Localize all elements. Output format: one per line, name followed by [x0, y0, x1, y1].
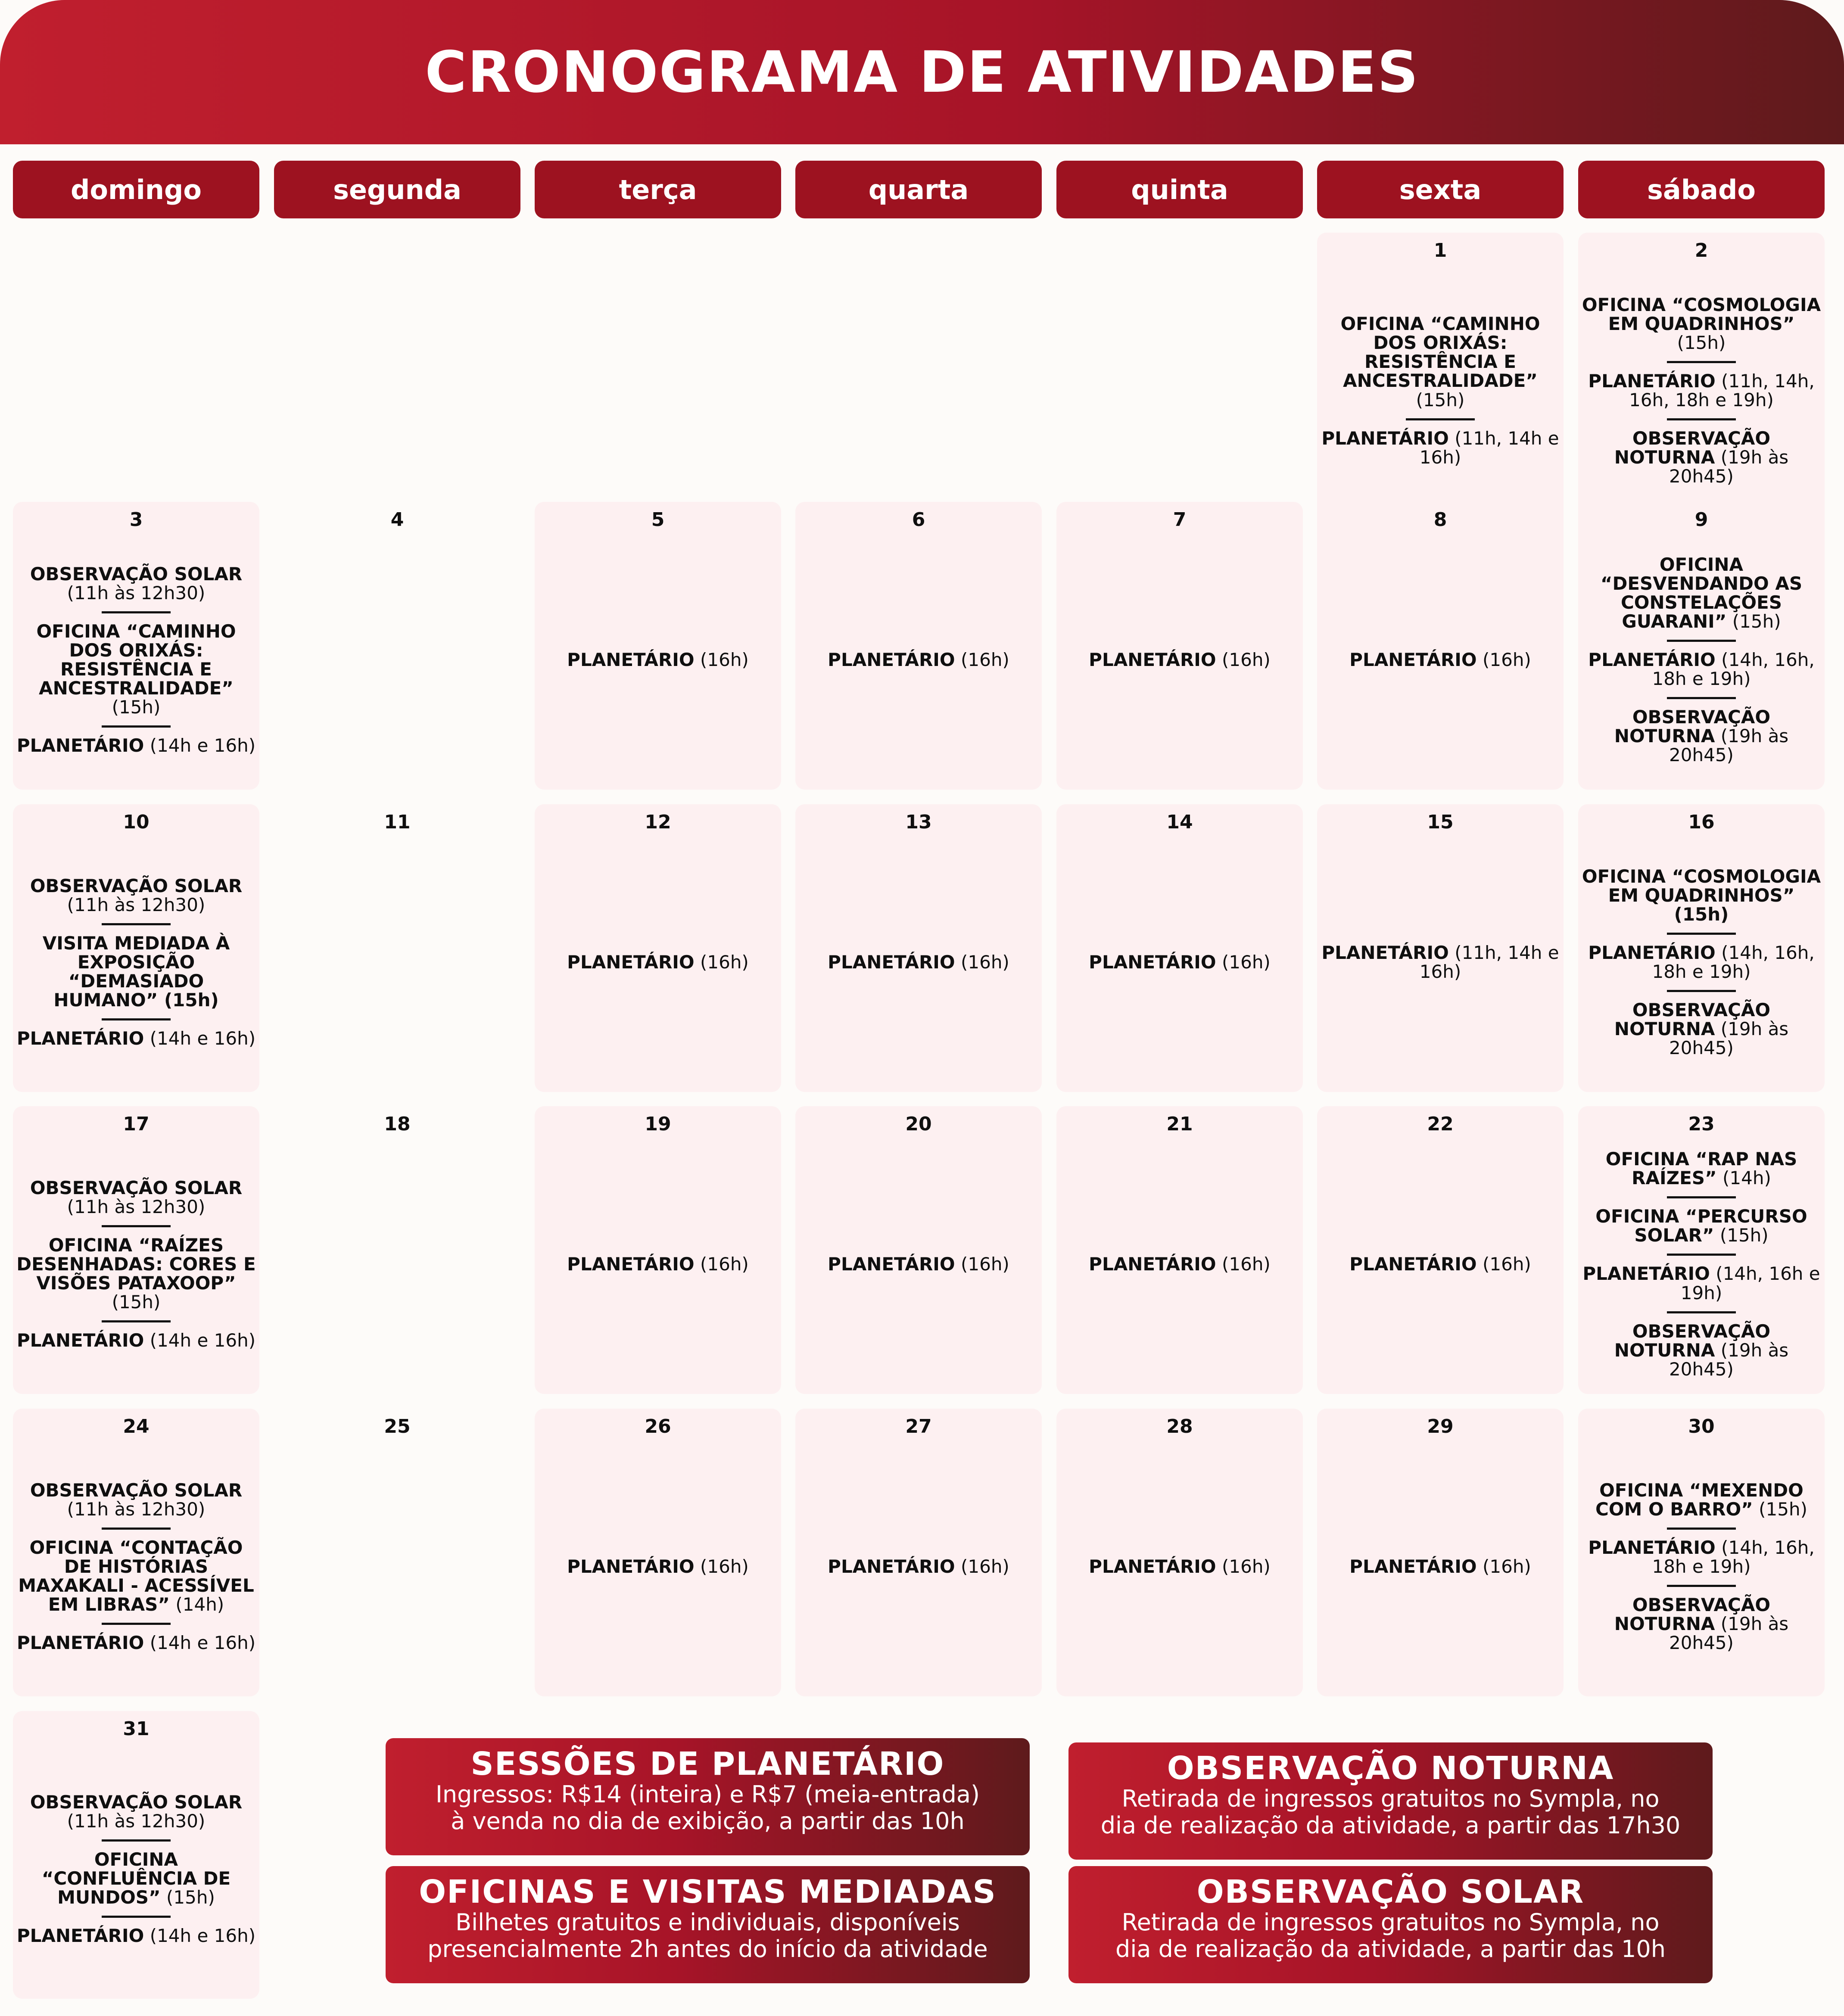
- activity-item: [1582, 1264, 1821, 1302]
- activity-item: [1582, 708, 1821, 765]
- activity-divider: [1667, 1528, 1736, 1530]
- info-heading: SESSÕES DE PLANETÁRIO: [470, 1745, 945, 1783]
- activity-time: (14h, 16h e 19h): [1680, 1263, 1820, 1304]
- title-banner: [0, 0, 1844, 144]
- day-cell-2: [1578, 233, 1825, 520]
- activity-title: OBSERVAÇÃO NOTURNA: [1614, 428, 1771, 468]
- activity-time: (16h): [960, 649, 1009, 670]
- activity-item: [1582, 555, 1821, 631]
- activity-title: OBSERVAÇÃO SOLAR: [30, 1791, 243, 1813]
- activity-divider: [1667, 933, 1736, 935]
- activity-time: (16h): [700, 649, 749, 670]
- day-number: 2: [1694, 240, 1708, 261]
- day-number: 21: [1166, 1113, 1193, 1135]
- solar-observation-info-box: [1068, 1866, 1713, 1983]
- activity-item: [17, 1633, 255, 1652]
- activity-time: (15h): [1732, 610, 1781, 632]
- day-cell-13: [795, 804, 1042, 1092]
- day-cell-21: [1056, 1106, 1303, 1394]
- activity-title: OBSERVAÇÃO NOTURNA: [1614, 1320, 1771, 1361]
- activity-divider: [1667, 697, 1736, 699]
- activity-item: [828, 1255, 1009, 1274]
- activity-item: [1582, 1322, 1821, 1379]
- day-number: 18: [384, 1113, 411, 1135]
- day-number: 25: [384, 1416, 411, 1437]
- activity-item: [17, 1029, 255, 1048]
- activity-item: [567, 1255, 749, 1274]
- activity-time: (14h e 16h): [150, 735, 256, 756]
- activity-time: (16h): [1482, 1253, 1531, 1275]
- activity-item: [1582, 1207, 1821, 1245]
- activity-divider: [102, 725, 171, 728]
- activity-title: OFICINA “CONTAÇÃO DE HISTÓRIAS MAXAKALI - ACESSÍVEL EM LIBRAS”: [18, 1537, 254, 1615]
- activity-title: PLANETÁRIO: [1349, 649, 1477, 670]
- day-cell-1: [1317, 233, 1564, 520]
- activity-title: PLANETÁRIO: [1349, 1556, 1477, 1577]
- day-cell-4: [274, 502, 520, 790]
- activity-title: PLANETÁRIO: [16, 735, 144, 756]
- activity-item: [16, 934, 256, 1010]
- day-number: 1: [1433, 240, 1447, 261]
- day-number: 29: [1427, 1416, 1454, 1437]
- weekday-header-segunda: segunda: [274, 161, 520, 218]
- workshops-info-box: [386, 1866, 1030, 1983]
- activity-time: (11h às 12h30): [67, 894, 206, 915]
- activity-time: (19h às 20h45): [1669, 1018, 1789, 1059]
- activity-divider: [1667, 361, 1736, 363]
- activity-title: OBSERVAÇÃO NOTURNA: [1614, 706, 1771, 747]
- info-text: dia de realização da atividade, a partir das 17h30: [1100, 1811, 1681, 1839]
- activity-time: (16h): [960, 951, 1009, 973]
- day-cell-20: [795, 1106, 1042, 1394]
- activity-time: (15h): [112, 697, 161, 718]
- activity-divider: [1667, 1311, 1736, 1313]
- activity-item: [828, 650, 1009, 669]
- activity-title: OFICINA “CONFLUÊNCIA DE MUNDOS”: [41, 1848, 231, 1908]
- activity-item: [16, 565, 256, 603]
- day-cell-18: [274, 1106, 520, 1394]
- day-cell-16: [1578, 804, 1825, 1092]
- activity-title: OFICINA “COSMOLOGIA EM QUADRINHOS”: [1582, 294, 1821, 334]
- activity-divider: [102, 1528, 171, 1530]
- activity-title: PLANETÁRIO: [1321, 427, 1449, 449]
- activity-item: [828, 953, 1009, 972]
- activity-item: [1089, 1557, 1271, 1576]
- activity-time: (11h, 14h, 16h, 18h e 19h): [1629, 370, 1815, 411]
- activity-time: (15h): [112, 1291, 161, 1313]
- activity-title: PLANETÁRIO: [1089, 951, 1216, 973]
- activity-item: [1582, 650, 1821, 688]
- activity-item: [16, 1481, 256, 1519]
- activity-title: OBSERVAÇÃO SOLAR: [30, 563, 243, 585]
- activity-title: OBSERVAÇÃO SOLAR: [30, 1479, 243, 1501]
- activity-title: PLANETÁRIO: [1321, 942, 1449, 963]
- activity-time: (11h às 12h30): [67, 1498, 206, 1520]
- activity-time: (16h): [1221, 951, 1271, 973]
- activity-time: (14h): [175, 1594, 224, 1615]
- activity-time: (16h): [1482, 1556, 1531, 1577]
- activity-item: [1582, 372, 1821, 410]
- activity-item: [1582, 1596, 1821, 1652]
- day-number: 10: [123, 811, 150, 833]
- info-text: presencialmente 2h antes do início da atividade: [427, 1935, 988, 1963]
- info-text: Retirada de ingressos gratuitos no Sympla, no: [1121, 1785, 1660, 1812]
- activity-title: PLANETÁRIO: [828, 1556, 955, 1577]
- day-number: 13: [905, 811, 932, 833]
- day-cell-7: [1056, 502, 1303, 790]
- day-cell-10: [13, 804, 259, 1092]
- activity-divider: [1667, 640, 1736, 642]
- activity-item: [1089, 953, 1271, 972]
- info-heading: OBSERVAÇÃO SOLAR: [1196, 1873, 1585, 1910]
- day-cell-29: [1317, 1409, 1564, 1696]
- activity-title: PLANETÁRIO: [567, 1253, 695, 1275]
- day-number: 8: [1433, 509, 1447, 531]
- activity-title: PLANETÁRIO: [1349, 1253, 1477, 1275]
- day-cell-15: [1317, 804, 1564, 1092]
- activity-time: (16h): [700, 1253, 749, 1275]
- activity-item: [16, 622, 256, 717]
- activity-divider: [102, 1916, 171, 1918]
- activity-time: (14h, 16h, 18h e 19h): [1652, 649, 1815, 690]
- activity-title: OFICINA “PERCURSO SOLAR”: [1595, 1206, 1807, 1246]
- day-number: 23: [1688, 1113, 1715, 1135]
- activity-divider: [1667, 990, 1736, 992]
- info-heading: OBSERVAÇÃO NOTURNA: [1167, 1750, 1614, 1787]
- activity-divider: [102, 1623, 171, 1625]
- activity-item: [1349, 650, 1531, 669]
- weekday-header-quinta: quinta: [1056, 161, 1303, 218]
- day-number: 27: [905, 1416, 932, 1437]
- activity-item: [17, 1926, 255, 1945]
- day-number: 7: [1173, 509, 1187, 531]
- activity-time: (16h): [700, 951, 749, 973]
- activity-title: OFICINA “RAÍZES DESENHADAS: CORES E VISÕES PATAXOOP”: [16, 1234, 256, 1294]
- activity-title: PLANETÁRIO: [567, 1556, 695, 1577]
- activity-title: OFICINA “COSMOLOGIA EM QUADRINHOS” (15h): [1582, 865, 1821, 925]
- activity-title: OBSERVAÇÃO NOTURNA: [1614, 1594, 1771, 1635]
- activity-divider: [102, 1225, 171, 1227]
- activity-time: (19h às 20h45): [1669, 447, 1789, 487]
- day-cell-3: [13, 502, 259, 790]
- activity-divider: [1667, 1254, 1736, 1256]
- day-cell-19: [535, 1106, 781, 1394]
- activity-item: [1582, 296, 1821, 352]
- day-number: 24: [123, 1416, 150, 1437]
- activity-time: (15h): [166, 1887, 215, 1908]
- planetarium-info-box: [386, 1738, 1030, 1855]
- activity-time: (11h às 12h30): [67, 1810, 206, 1832]
- activity-title: PLANETÁRIO: [16, 1330, 144, 1351]
- activity-title: OBSERVAÇÃO SOLAR: [30, 875, 243, 896]
- activity-item: [16, 1793, 256, 1831]
- day-number: 6: [912, 509, 925, 531]
- activity-title: OFICINA “CAMINHO DOS ORIXÁS: RESISTÊNCIA E ANCESTRALIDADE”: [1340, 313, 1540, 392]
- activity-time: (15h): [1677, 332, 1726, 353]
- activity-item: [1582, 1150, 1821, 1188]
- activity-item: [16, 877, 256, 915]
- activity-item: [1582, 1481, 1821, 1519]
- activity-time: (14h e 16h): [150, 1632, 256, 1654]
- activity-divider: [102, 611, 171, 613]
- activity-time: (14h e 16h): [150, 1028, 256, 1049]
- weekday-header-terça: terça: [535, 161, 781, 218]
- activity-divider: [102, 1839, 171, 1842]
- activity-title: PLANETÁRIO: [16, 1028, 144, 1049]
- activity-title: PLANETÁRIO: [1588, 942, 1716, 963]
- activity-title: OBSERVAÇÃO SOLAR: [30, 1177, 243, 1198]
- day-number: 19: [645, 1113, 671, 1135]
- day-number: 17: [123, 1113, 150, 1135]
- day-cell-22: [1317, 1106, 1564, 1394]
- weekday-header-sábado: sábado: [1578, 161, 1825, 218]
- day-number: 9: [1694, 509, 1708, 531]
- activity-title: OFICINA “RAP NAS RAÍZES”: [1605, 1148, 1797, 1189]
- activity-title: PLANETÁRIO: [1588, 649, 1716, 670]
- day-number: 22: [1427, 1113, 1454, 1135]
- activity-title: PLANETÁRIO: [828, 1253, 955, 1275]
- activity-title: PLANETÁRIO: [1588, 1537, 1716, 1558]
- activity-item: [1321, 943, 1560, 981]
- activity-divider: [102, 923, 171, 925]
- activity-divider: [102, 1320, 171, 1322]
- day-cell-26: [535, 1409, 781, 1696]
- day-cell-6: [795, 502, 1042, 790]
- activity-time: (16h): [700, 1556, 749, 1577]
- activity-time: (16h): [960, 1253, 1009, 1275]
- activity-item: [1582, 943, 1821, 981]
- page-title: CRONOGRAMA DE ATIVIDADES: [425, 39, 1419, 106]
- day-number: 16: [1688, 811, 1715, 833]
- day-number: 31: [123, 1718, 150, 1740]
- activity-item: [16, 1538, 256, 1614]
- day-cell-25: [274, 1409, 520, 1696]
- activity-title: VISITA MEDIADA À EXPOSIÇÃO “DEMASIADO HUMANO” (15h): [42, 932, 230, 1011]
- activity-title: OBSERVAÇÃO NOTURNA: [1614, 999, 1771, 1040]
- activity-item: [1321, 314, 1560, 409]
- info-text: Retirada de ingressos gratuitos no Sympla, no: [1121, 1908, 1660, 1936]
- day-cell-30: [1578, 1409, 1825, 1696]
- activity-divider: [1406, 418, 1475, 420]
- day-cell-14: [1056, 804, 1303, 1092]
- day-number: 3: [129, 509, 143, 531]
- activity-time: (14h): [1723, 1167, 1771, 1189]
- activity-item: [567, 650, 749, 669]
- day-number: 12: [645, 811, 671, 833]
- info-text: Bilhetes gratuitos e individuais, disponíveis: [455, 1908, 960, 1936]
- day-number: 15: [1427, 811, 1454, 833]
- activity-time: (19h às 20h45): [1669, 1339, 1789, 1380]
- weekday-header-quarta: quarta: [795, 161, 1042, 218]
- day-number: 20: [905, 1113, 932, 1135]
- activity-title: OFICINA “CAMINHO DOS ORIXÁS: RESISTÊNCIA E ANCESTRALIDADE”: [36, 620, 236, 699]
- activity-title: PLANETÁRIO: [1089, 649, 1216, 670]
- activity-time: (14h e 16h): [150, 1330, 256, 1351]
- activity-time: (15h): [1416, 389, 1465, 411]
- activity-divider: [102, 1018, 171, 1020]
- activity-item: [16, 1179, 256, 1216]
- day-number: 28: [1166, 1416, 1193, 1437]
- day-cell-5: [535, 502, 781, 790]
- weekday-header-sexta: sexta: [1317, 161, 1564, 218]
- activity-title: PLANETÁRIO: [1582, 1263, 1710, 1285]
- activity-time: (11h, 14h e 16h): [1419, 942, 1559, 982]
- activity-time: (16h): [1482, 649, 1531, 670]
- activity-item: [1349, 1557, 1531, 1576]
- night-observation-info-box: [1068, 1742, 1713, 1860]
- activity-title: PLANETÁRIO: [1588, 370, 1716, 392]
- activity-time: (14h e 16h): [150, 1925, 256, 1947]
- day-cell-9: [1578, 502, 1825, 790]
- info-heading: OFICINAS E VISITAS MEDIADAS: [419, 1873, 997, 1910]
- activity-item: [1582, 867, 1821, 924]
- day-number: 14: [1166, 811, 1193, 833]
- activity-item: [1089, 1255, 1271, 1274]
- activity-time: (15h): [1759, 1498, 1807, 1520]
- weekday-header-domingo: domingo: [13, 161, 259, 218]
- activity-divider: [1667, 1585, 1736, 1587]
- day-number: 5: [651, 509, 665, 531]
- activity-title: OFICINA “MEXENDO COM O BARRO”: [1595, 1479, 1804, 1520]
- day-number: 30: [1688, 1416, 1715, 1437]
- activity-title: OFICINA “DESVENDANDO AS CONSTELAÇÕES GUARANI”: [1600, 554, 1803, 632]
- day-cell-31: [13, 1711, 259, 1999]
- info-text: Ingressos: R$14 (inteira) e R$7 (meia-entrada): [435, 1780, 980, 1808]
- activity-item: [16, 1236, 256, 1312]
- activity-item: [1582, 1001, 1821, 1058]
- activity-item: [1089, 650, 1271, 669]
- activity-item: [17, 1331, 255, 1350]
- day-cell-11: [274, 804, 520, 1092]
- activity-item: [828, 1557, 1009, 1576]
- activity-item: [17, 736, 255, 755]
- activity-title: PLANETÁRIO: [828, 649, 955, 670]
- info-text: dia de realização da atividade, a partir das 10h: [1115, 1935, 1666, 1963]
- activity-time: (19h às 20h45): [1669, 725, 1789, 766]
- activity-item: [567, 1557, 749, 1576]
- day-cell-8: [1317, 502, 1564, 790]
- day-cell-28: [1056, 1409, 1303, 1696]
- activity-item: [16, 1850, 256, 1907]
- day-number: 26: [645, 1416, 671, 1437]
- activity-divider: [1667, 418, 1736, 420]
- activity-item: [1349, 1255, 1531, 1274]
- activity-time: (14h, 16h, 18h e 19h): [1652, 1537, 1815, 1577]
- activity-time: (15h): [1719, 1225, 1769, 1246]
- day-number: 11: [384, 811, 411, 833]
- day-cell-24: [13, 1409, 259, 1696]
- activity-title: PLANETÁRIO: [1089, 1253, 1216, 1275]
- activity-item: [1582, 429, 1821, 486]
- info-text: à venda no dia de exibição, a partir das 10h: [451, 1807, 965, 1835]
- activity-time: (11h às 12h30): [67, 582, 206, 604]
- day-cell-23: [1578, 1106, 1825, 1394]
- activity-time: (14h, 16h, 18h e 19h): [1652, 942, 1815, 982]
- day-cell-27: [795, 1409, 1042, 1696]
- activity-item: [567, 953, 749, 972]
- activity-title: PLANETÁRIO: [16, 1632, 144, 1654]
- activity-time: (16h): [1221, 1556, 1271, 1577]
- activity-time: (11h às 12h30): [67, 1196, 206, 1217]
- activity-title: PLANETÁRIO: [567, 951, 695, 973]
- day-number: 4: [390, 509, 404, 531]
- activity-time: (11h, 14h e 16h): [1419, 427, 1559, 468]
- day-cell-12: [535, 804, 781, 1092]
- day-cell-17: [13, 1106, 259, 1394]
- activity-time: (16h): [1221, 1253, 1271, 1275]
- activity-time: (19h às 20h45): [1669, 1613, 1789, 1654]
- activity-title: PLANETÁRIO: [16, 1925, 144, 1947]
- activity-time: (16h): [960, 1556, 1009, 1577]
- activity-item: [1321, 429, 1560, 467]
- activity-item: [1582, 1538, 1821, 1576]
- activity-divider: [1667, 1196, 1736, 1198]
- activity-title: PLANETÁRIO: [567, 649, 695, 670]
- activity-title: PLANETÁRIO: [1089, 1556, 1216, 1577]
- activity-title: PLANETÁRIO: [828, 951, 955, 973]
- activity-time: (16h): [1221, 649, 1271, 670]
